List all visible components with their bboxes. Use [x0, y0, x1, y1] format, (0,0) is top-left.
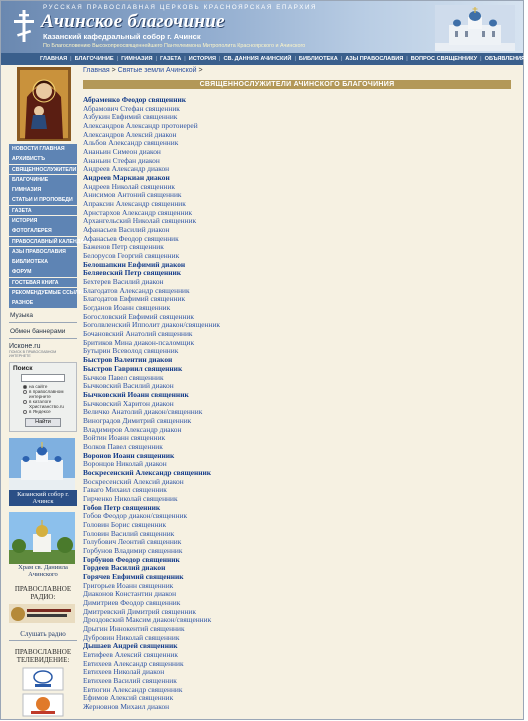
clergy-name-link[interactable]: Виноградов Димитрий священник [83, 415, 192, 425]
clergy-name-link[interactable]: Баженов Петр священник [83, 242, 164, 252]
clergy-name-link[interactable]: Альбов Александр священник [83, 138, 179, 148]
clergy-name-link[interactable]: Воскресенский Александр священник [83, 467, 212, 477]
clergy-name-link[interactable]: Богданов Иоанн священник [83, 303, 171, 313]
breadcrumb-separator: > [196, 67, 203, 74]
clergy-name-link[interactable]: Головин Василий священник [83, 528, 175, 538]
divider [9, 322, 77, 323]
menu-orthodoxy-basics[interactable]: АЗЫ ПРАВОСЛАВИЯ [9, 247, 77, 257]
clergy-name-link[interactable]: Бычков Павел священник [83, 372, 164, 382]
clergy-name-link[interactable]: Гобов Феодор диакон/священник [83, 511, 188, 521]
kazan-icon-image[interactable] [17, 67, 71, 141]
clergy-name-link[interactable]: Дмитревский Димитрий священник [83, 606, 196, 616]
radio-banner[interactable] [9, 604, 75, 623]
divider [9, 640, 77, 641]
site-subtitle: Казанский кафедральный собор г. Ачинск [43, 32, 201, 41]
clergy-name-link[interactable]: Беляевский Петр священник [83, 268, 182, 278]
nav-deanery[interactable]: БЛАГОЧИНИЕ [74, 56, 114, 62]
nav-divider: | [155, 56, 158, 62]
cathedral-image [435, 5, 515, 51]
menu-misc[interactable]: РАЗНОЕ [9, 298, 77, 308]
clergy-name-link[interactable]: Ефимов Алексий священник [83, 693, 174, 703]
clergy-name-link[interactable]: Евтихеев Александр священник [83, 658, 184, 668]
search-option-yandex[interactable] [23, 409, 73, 414]
clergy-name-link[interactable]: Воронцов Николай диакон [83, 459, 167, 469]
search-input[interactable] [21, 374, 65, 382]
clergy-name-link[interactable]: Андреев Александр диакон [83, 164, 170, 174]
nav-divider: | [70, 56, 72, 62]
top-nav [1, 53, 526, 65]
clergy-name-link[interactable]: Бритиков Мина диакон-псаломщик [83, 337, 195, 347]
menu-deanery[interactable]: БЛАГОЧИНИЕ [9, 175, 77, 185]
clergy-name-link[interactable]: Бычковский Василий диакон [83, 381, 174, 391]
radio-title: ПРАВОСЛАВНОЕ РАДИО: [14, 584, 72, 601]
clergy-name-link[interactable]: Воскресенский Алексий диакон [83, 476, 184, 486]
clergy-name-link[interactable]: Евтихеев Василий священник [83, 676, 177, 686]
orthodox-cross-icon [13, 10, 35, 42]
clergy-name-link[interactable]: Бычковский Иоанн священник [83, 389, 189, 399]
clergy-name-link[interactable]: Андреев Маркиан диакон [83, 173, 170, 183]
clergy-name-link[interactable]: Быстров Гавриил священник [83, 363, 183, 373]
clergy-name-link[interactable]: Воронов Иоанн священник [83, 450, 175, 460]
clergy-list [83, 96, 511, 712]
clergy-name-link[interactable]: Афанасьев Феодор священник [83, 233, 179, 243]
menu-clergy[interactable]: СВЯЩЕННОСЛУЖИТЕЛИ [9, 165, 77, 175]
nav-divider: | [406, 56, 408, 62]
clergy-name-link[interactable]: Горбунов Владимир священник [83, 545, 183, 555]
nav-announcements[interactable]: ОБЪЯВЛЕНИЯ [484, 56, 526, 62]
tv-channel-logo[interactable] [23, 694, 63, 716]
search-option-label: в Яндексе [29, 408, 51, 414]
nav-home[interactable]: ГЛАВНАЯ [40, 56, 68, 62]
menu-calendar[interactable]: ПРАВОСЛАВНЫЙ КАЛЕНДАРЬ [9, 237, 77, 247]
clergy-name-link[interactable]: Войтин Иоанн священник [83, 433, 166, 443]
clergy-name-link[interactable]: Бехтерев Василий диакон [83, 277, 164, 287]
clergy-name-link[interactable]: Горбунов Феодор священник [83, 554, 180, 564]
clergy-name-link[interactable]: Афанасьев Василий диакон [83, 225, 170, 235]
clergy-name-link[interactable]: Анисимов Антоний священник [83, 190, 182, 200]
clergy-name-link[interactable]: Азбукин Евфимий священник [83, 112, 178, 122]
clergy-name-link[interactable]: Диаконов Константин диакон [83, 589, 177, 599]
menu-gymnasium[interactable]: ГИМНАЗИЯ [9, 185, 77, 195]
menu-links[interactable]: РЕКОМЕНДУЕМЫЕ ССЫЛКИ [9, 288, 77, 298]
clergy-name-link[interactable]: Арнстархов Александр священник [83, 207, 193, 217]
breadcrumb-saints-link[interactable]: Святые земли Ачинской [117, 67, 197, 74]
search-option-label: в православном интернете [29, 388, 64, 399]
banner-exchange-link[interactable]: Обмен баннерами [10, 327, 66, 335]
clergy-name-link[interactable]: Волков Павел священник [83, 441, 163, 451]
nav-orthodoxy-basics[interactable]: АЗЫ ПРАВОСЛАВИЯ [345, 56, 404, 62]
sidebar [9, 67, 92, 721]
clergy-name-link[interactable]: Дроздовский Максим диакон/священник [83, 615, 212, 625]
clergy-name-link[interactable]: Дубровин Николай священник [83, 632, 180, 642]
clergy-name-link[interactable]: Ананьин Стефан диакон [83, 155, 160, 165]
st-daniil-church-caption[interactable]: Храм св. Даниила Ачинского [18, 563, 68, 578]
clergy-name-link[interactable]: Белорусов Георгий священник [83, 251, 180, 261]
clergy-name-link[interactable]: Евтифеев Алексий священник [83, 650, 178, 659]
clergy-name-link[interactable]: Жерновнов Михаил диакон [83, 702, 170, 712]
clergy-name-link[interactable]: Гаваго Михаил священник [83, 485, 167, 495]
kazan-cathedral-caption[interactable]: Казанский собор г. Ачинск [9, 490, 77, 506]
blessing-line: По Благословению Высокопреосвященнейшего Пантелеимона Митрополита Красноярского и Ачинского [43, 43, 306, 49]
nav-history[interactable]: ИСТОРИЯ [188, 56, 217, 62]
clergy-name-link[interactable]: Абраменко Феодор священник [83, 95, 186, 104]
menu-newspaper[interactable]: ГАЗЕТА [9, 206, 77, 216]
nav-gymnasium[interactable]: ГИМНАЗИЯ [121, 56, 153, 62]
menu-forum[interactable]: ФОРУМ [9, 267, 77, 277]
radio-icon[interactable] [23, 390, 27, 394]
diocese-line: РУССКАЯ ПРАВОСЛАВНАЯ ЦЕРКОВЬ КРАСНОЯРСКАЯ ЕПАРХИЯ [43, 4, 318, 11]
radio-icon[interactable] [23, 385, 27, 389]
iskcon-tagline: ПОИСК В ПРАВОСЛАВНОМ ИНТЕРНЕТЕ [9, 349, 57, 358]
clergy-name-link[interactable]: Архангельский Николай священник [83, 216, 197, 226]
nav-divider: | [480, 56, 482, 62]
clergy-name-link[interactable]: Евтихеев Николай диакон [83, 667, 165, 677]
listen-radio-link[interactable]: Слушать радио [20, 629, 66, 638]
clergy-name-link[interactable]: Величко Анатолий диакон/священник [83, 407, 203, 417]
section-title: СВЯЩЕННОСЛУЖИТЕЛИ АЧИНСКОГО БЛАГОЧИНИЯ [83, 80, 511, 89]
search-panel [9, 362, 77, 432]
divider [9, 338, 77, 339]
clergy-name-link[interactable]: Григорьев Иоанн священник [83, 580, 174, 590]
main-content [83, 67, 511, 721]
clergy-name-link[interactable]: Евтюгин Александр священник [83, 684, 183, 694]
nav-divider: | [116, 56, 119, 62]
nav-divider: | [219, 56, 221, 62]
clergy-name-link[interactable]: Гобов Петр священник [83, 502, 161, 512]
clergy-name-link[interactable]: Бутырин Всеволод священник [83, 346, 179, 356]
search-option-label: в каталоге Христианство.ru [29, 398, 64, 409]
clergy-name-link[interactable]: Гордеев Василий диакон [83, 563, 166, 573]
clergy-name-link[interactable]: Богословский Евфимий священник [83, 311, 194, 321]
search-title: Поиск [13, 364, 33, 372]
clergy-name-link[interactable]: Александров Алексий диакон [83, 129, 177, 139]
clergy-name-link[interactable]: Владимиров Александр диакон [83, 424, 182, 434]
menu-news[interactable]: НОВОСТИ ГЛАВНАЯ [9, 144, 77, 154]
menu-guestbook[interactable]: ГОСТЕВАЯ КНИГА [9, 278, 77, 288]
menu-archivist[interactable]: АРХИВИСТЪ [9, 154, 77, 164]
clergy-name-link[interactable]: Апраксин Александр священник [83, 199, 186, 209]
site-title[interactable]: Ачинское благочиние [41, 11, 225, 32]
menu-library[interactable]: БИБЛИОТЕКА [9, 257, 77, 267]
search-option-catalog[interactable] [23, 399, 73, 409]
clergy-name-link[interactable]: Белошапкин Евфимий диакон [83, 259, 186, 269]
nav-newspaper[interactable]: ГАЗЕТА [160, 56, 182, 62]
clergy-name-link[interactable]: Бочановский Анатолий священник [83, 329, 193, 339]
menu-photogallery[interactable]: ФОТОГАЛЕРЕЯ [9, 226, 77, 236]
menu-history[interactable]: ИСТОРИЯ [9, 216, 77, 226]
clergy-name-link[interactable]: Гирченко Николай священник [83, 493, 178, 503]
iskcon-logo[interactable]: Исконе.ru [9, 342, 41, 350]
breadcrumb-separator: > [109, 67, 118, 74]
tv-title: ПРАВОСЛАВНОЕ ТЕЛЕВИДЕНИЕ: [14, 647, 72, 664]
clergy-name-link[interactable]: Абрамович Стефан священник [83, 103, 180, 113]
clergy-name-link[interactable]: Ананьин Симеон диакон [83, 147, 161, 157]
search-button[interactable]: Найти [25, 418, 61, 427]
nav-divider: | [184, 56, 186, 62]
radio-icon[interactable] [23, 400, 27, 404]
search-option-label: на сайте [29, 383, 48, 389]
breadcrumb [83, 67, 511, 80]
music-link[interactable]: Музыка [10, 311, 33, 319]
kazan-cathedral-photo[interactable] [9, 438, 75, 490]
search-option-orthodox-internet[interactable] [23, 389, 73, 399]
menu-articles[interactable]: СТАТЬИ И ПРОПОВЕДИ [9, 195, 77, 205]
nav-divider: | [294, 56, 296, 62]
radio-icon[interactable] [23, 410, 27, 414]
breadcrumb-home-link[interactable]: Главная [83, 67, 110, 74]
clergy-name-link[interactable]: Димитриев Феодор священник [83, 597, 181, 607]
nav-st-daniil[interactable]: СВ. ДАННИЯ АЧИНСКИЙ [223, 56, 292, 62]
clergy-name-link[interactable]: Голубович Леонтий священник [83, 537, 182, 547]
clergy-name-link[interactable]: Боголвленский Ипполит диакон/священник [83, 320, 220, 330]
nav-library[interactable]: БИБЛИОТЕКА [298, 56, 338, 62]
clergy-name-link[interactable]: Горячев Евфимий священник [83, 571, 184, 581]
site-header [1, 1, 523, 53]
nav-ask-priest[interactable]: ВОПРОС СВЯЩЕННИКУ [410, 56, 478, 62]
nav-divider: | [340, 56, 343, 62]
clergy-name-link[interactable]: Александров Александр протоиерей [83, 121, 198, 131]
clergy-name-link[interactable]: Быстров Валентин диакон [83, 355, 173, 365]
clergy-name-link[interactable]: Дрыгин Иннокентий священник [83, 623, 185, 633]
clergy-name-link[interactable]: Андреев Николай священник [83, 181, 176, 191]
clergy-name-link[interactable]: Благодатов Александр священник [83, 285, 190, 295]
soyuz-tv-logo[interactable] [23, 668, 63, 690]
st-daniil-church-photo[interactable] [9, 512, 75, 564]
clergy-name-link[interactable]: Благодатов Евфимий священник [83, 294, 186, 304]
clergy-name-link[interactable]: Дышаев Андрей священник [83, 641, 178, 651]
clergy-name-link[interactable]: Бычковский Харитон диакон [83, 398, 174, 408]
clergy-name-link[interactable]: Головин Борис священник [83, 519, 167, 529]
